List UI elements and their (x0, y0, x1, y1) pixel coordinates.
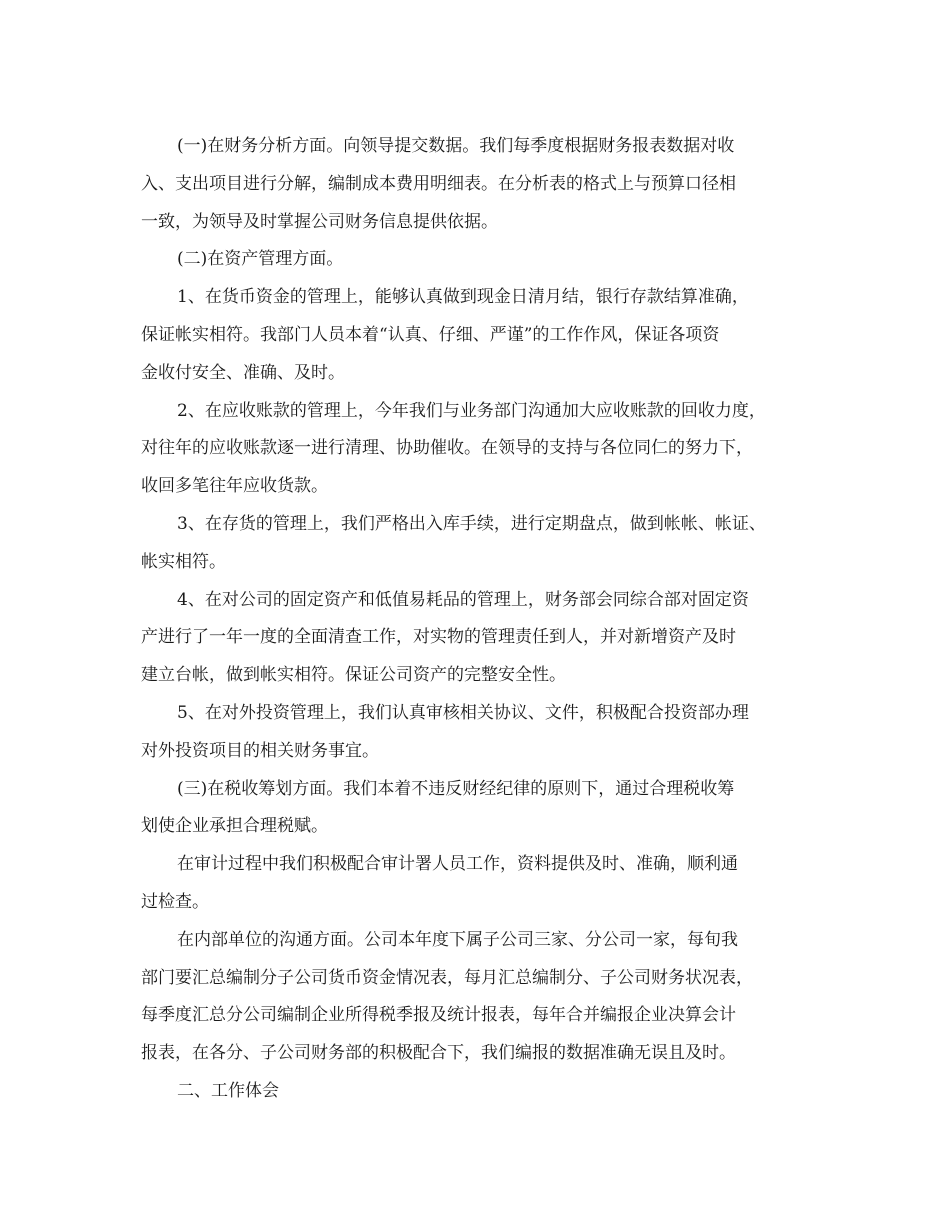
text-line: 3、在存货的管理上，我们严格出入库手续，进行定期盘点，做到帐帐、帐证、 (177, 513, 766, 534)
text-line: 在审计过程中我们积极配合审计署人员工作，资料提供及时、准确，顺利通 (177, 854, 738, 875)
text-line: 保证帐实相符。我部门人员本着“认真、仔细、严谨”的工作作风，保证各项资 (141, 324, 720, 345)
text-line: 1、在货币资金的管理上，能够认真做到现金日清月结，银行存款结算准确， (177, 287, 749, 308)
text-line: 一致，为领导及时掌握公司财务信息提供依据。 (141, 211, 498, 232)
text-line: (三)在税收筹划方面。我们本着不违反财经纪律的原则下，通过合理税收筹 (177, 778, 735, 799)
text-line: 部门要汇总编制分子公司货币资金情况表，每月汇总编制分、子公司财务状况表， (141, 967, 753, 988)
text-line: (一)在财务分析方面。向领导提交数据。我们每季度根据财务报表数据对收 (177, 136, 735, 156)
text-line: 对往年的应收账款逐一进行清理、协助催收。在领导的支持与各位同仁的努力下， (141, 438, 753, 459)
text-line: 金收付安全、准确、及时。 (141, 362, 345, 383)
paragraph (141, 393, 821, 506)
paragraph (141, 279, 821, 392)
paragraph (141, 582, 821, 695)
text-line: (二)在资产管理方面。 (177, 249, 344, 270)
paragraph (141, 695, 821, 771)
paragraph (141, 1073, 821, 1111)
paragraph (141, 771, 821, 847)
text-line: 二、工作体会 (177, 1080, 279, 1101)
text-line: 在内部单位的沟通方面。公司本年度下属子公司三家、分公司一家，每旬我 (177, 929, 738, 950)
paragraph (141, 128, 821, 241)
text-line: 对外投资项目的相关财务事宜。 (141, 740, 379, 761)
text-line: 5、在对外投资管理上，我们认真审核相关协议、文件，积极配合投资部办理 (177, 702, 749, 723)
text-line: 划使企业承担合理税赋。 (141, 816, 328, 837)
paragraph (141, 241, 821, 279)
text-line: 建立台帐，做到帐实相符。保证公司资产的完整安全性。 (141, 665, 566, 686)
text-line: 产进行了一年一度的全面清查工作，对实物的管理责任到人，并对新增资产及时 (141, 627, 736, 648)
text-line: 过检查。 (141, 891, 209, 912)
paragraph (141, 846, 821, 922)
text-line: 入、支出项目进行分解，编制成本费用明细表。在分析表的格式上与预算口径相 (141, 173, 736, 194)
text-line: 收回多笔往年应收货款。 (141, 476, 328, 497)
text-line: 每季度汇总分公司编制企业所得税季报及统计报表，每年合并编报企业决算会计 (141, 1005, 736, 1026)
text-line: 报表，在各分、子公司财务部的积极配合下，我们编报的数据准确无误且及时。 (141, 1043, 736, 1064)
text-line: 2、在应收账款的管理上，今年我们与业务部门沟通加大应收账款的回收力度， (177, 400, 766, 421)
paragraph (141, 922, 821, 1073)
paragraph (141, 506, 821, 582)
text-line: 4、在对公司的固定资产和低值易耗品的管理上，财务部会同综合部对固定资 (177, 589, 749, 610)
document-body (141, 128, 821, 1111)
text-line: 帐实相符。 (141, 551, 226, 572)
